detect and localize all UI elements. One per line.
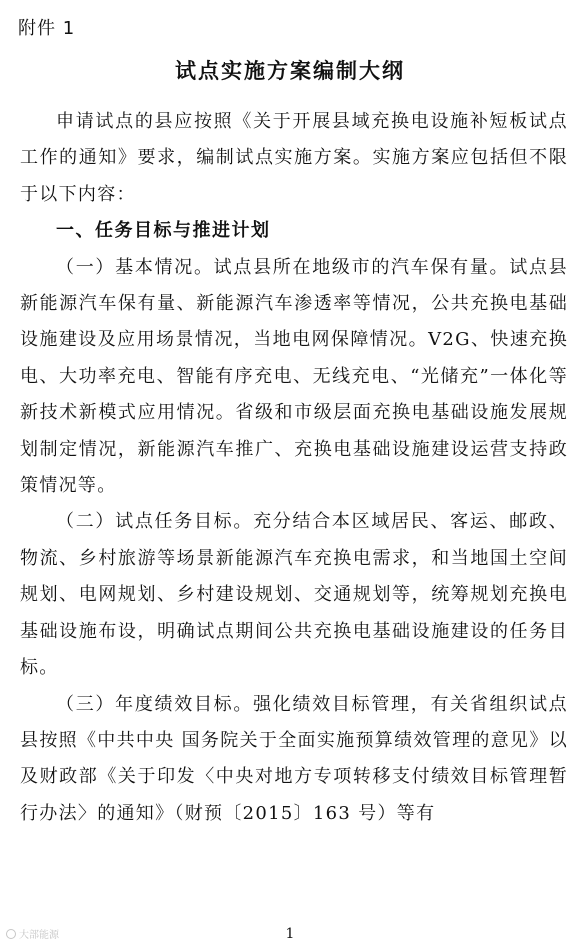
paragraph-annual-performance-goals: （三）年度绩效目标。强化绩效目标管理，有关省组织试点县按照《中共中央 国务院关于全面实施预算绩效管理的意见》以及财政部《关于印发〈中央对地方专项转移支付绩效目标管理暂行办法〉的通知》（财预〔2015〕163 号）等有 [20, 693, 568, 824]
document-body [20, 104, 568, 832]
paragraph-basic-situation: （一）基本情况。试点县所在地级市的汽车保有量。试点县新能源汽车保有量、新能源汽车渗透率等情况，公共充换电基础设施建设及应用场景情况，当地电网保障情况。V2G、快速充换电、大功率充电、智能有序充电、无线充电、“光储充”一体化等新技术新模式应用情况。省级和市级层面充换电基础设施发展规划制定情况，新能源汽车推广、充换电基础设施建设运营支持政策情况等。 [20, 256, 568, 497]
section-heading-task-goals: 一、任务目标与推进计划 [56, 220, 271, 242]
watermark-text: 大部能源 [19, 930, 59, 941]
attachment-label: 附件 1 [18, 18, 76, 39]
document-title: 试点实施方案编制大纲 [175, 59, 405, 83]
page-number: 1 [285, 926, 295, 942]
intro-paragraph: 申请试点的县应按照《关于开展县域充换电设施补短板试点工作的通知》要求，编制试点实施方案。实施方案应包括但不限于以下内容： [20, 111, 568, 205]
paragraph-pilot-task-goals: （二）试点任务目标。充分结合本区域居民、客运、邮政、物流、乡村旅游等场景新能源汽车充换电需求，和当地国土空间规划、电网规划、乡村建设规划、交通规划等，统筹规划充换电基础设施布设，明确试点期间公共充换电基础设施建设的任务目标。 [20, 511, 568, 679]
